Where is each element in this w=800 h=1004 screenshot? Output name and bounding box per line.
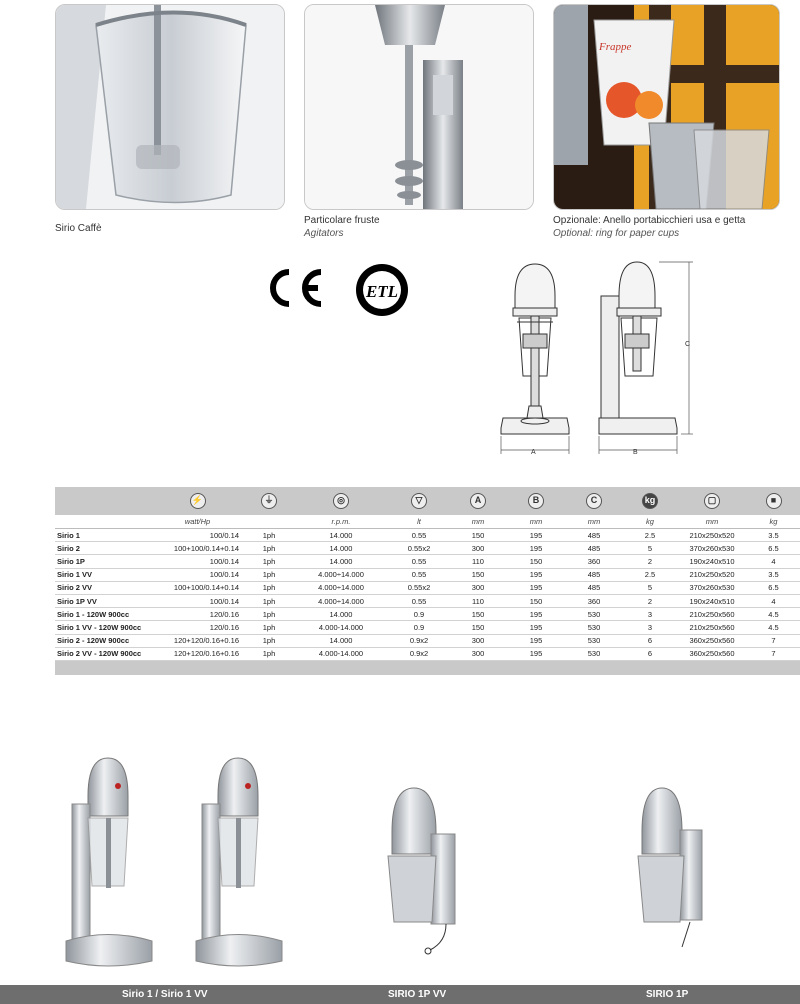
model-name-cell: Sirio 1P xyxy=(55,555,150,568)
table-cell: 14.000 xyxy=(293,634,389,647)
unit-a: mm xyxy=(449,515,507,529)
dimension-c-icon: C xyxy=(586,493,602,509)
table-cell: 300 xyxy=(449,634,507,647)
power-cell: 120+120/0.16+0.16 xyxy=(150,647,245,660)
box-icon: ▢ xyxy=(704,493,720,509)
table-cell: 7 xyxy=(747,647,800,660)
front-view-drawing xyxy=(495,256,575,461)
agitators-image xyxy=(305,5,533,209)
table-cell: 195 xyxy=(507,581,565,594)
table-cell: 0.55 xyxy=(389,568,449,581)
table-cell: 1ph xyxy=(245,634,293,647)
table-cell: 4.5 xyxy=(747,621,800,634)
model-name-cell: Sirio 2 xyxy=(55,542,150,555)
table-cell: 150 xyxy=(449,621,507,634)
table-cell: 195 xyxy=(507,647,565,660)
table-cell: 0.55 xyxy=(389,529,449,542)
table-cell: 1ph xyxy=(245,594,293,607)
label-sirio1p: SIRIO 1P xyxy=(646,989,689,1000)
table-cell: 150 xyxy=(507,555,565,568)
table-cell: 210x250x520 xyxy=(677,568,747,581)
table-cell: 195 xyxy=(507,568,565,581)
table-cell: 300 xyxy=(449,647,507,660)
model-name-cell: Sirio 2 - 120W 900cc xyxy=(55,634,150,647)
table-row xyxy=(55,542,800,555)
table-corner-cell xyxy=(55,487,150,515)
table-cell: 195 xyxy=(507,529,565,542)
speed-icon: ◎ xyxy=(333,493,349,509)
bottom-label-bar xyxy=(0,985,800,1004)
table-cell: 360 xyxy=(565,555,623,568)
svg-text:ETL: ETL xyxy=(365,282,399,301)
table-cell: 0.55x2 xyxy=(389,581,449,594)
power-cell: 100+100/0.14+0.14 xyxy=(150,581,245,594)
power-cell: 100/0.14 xyxy=(150,529,245,542)
caption-paper-cups-it: Opzionale: Anello portabicchieri usa e getta xyxy=(553,215,746,226)
table-cell: 14.000 xyxy=(293,608,389,621)
unit-b: mm xyxy=(507,515,565,529)
table-footer-bar xyxy=(55,660,800,675)
product-sirio1-image xyxy=(64,756,154,976)
phase-plug-icon: ⏚ xyxy=(261,493,277,509)
table-cell: 4 xyxy=(747,594,800,607)
table-cell: 1ph xyxy=(245,621,293,634)
table-units-row xyxy=(55,515,800,529)
unit-capacity: lt xyxy=(389,515,449,529)
power-icon: ⚡ xyxy=(190,493,206,509)
table-cell: 4.000÷14.000 xyxy=(293,581,389,594)
cup-brand-print: Frappe xyxy=(599,41,632,53)
label-sirio1: Sirio 1 / Sirio 1 VV xyxy=(122,989,208,1000)
unit-gross-weight: kg xyxy=(747,515,800,529)
table-cell: 485 xyxy=(565,542,623,555)
model-name-cell: Sirio 1 VV - 120W 900cc xyxy=(55,621,150,634)
table-cell: 150 xyxy=(449,529,507,542)
table-cell: 360x250x560 xyxy=(677,634,747,647)
table-cell: 370x260x530 xyxy=(677,542,747,555)
dimension-label-c: C xyxy=(685,341,691,348)
model-name-cell: Sirio 2 VV - 120W 900cc xyxy=(55,647,150,660)
table-cell: 190x240x510 xyxy=(677,594,747,607)
table-cell: 1ph xyxy=(245,555,293,568)
photo-agitators xyxy=(304,4,534,210)
table-cell: 1ph xyxy=(245,529,293,542)
caption-agitators-en: Agitators xyxy=(304,228,344,239)
gross-weight-icon: ■ xyxy=(766,493,782,509)
table-cell: 210x250x560 xyxy=(677,621,747,634)
photo-sirio-caffe xyxy=(55,4,285,210)
etl-sanitation-logo xyxy=(354,262,410,323)
caption-agitators xyxy=(304,214,380,240)
power-cell: 120/0.16 xyxy=(150,608,245,621)
table-cell: 6 xyxy=(623,634,677,647)
table-cell: 0.55 xyxy=(389,594,449,607)
weight-icon: kg xyxy=(642,493,658,509)
unit-speed: r.p.m. xyxy=(293,515,389,529)
table-cell: 485 xyxy=(565,568,623,581)
table-cell: 150 xyxy=(507,594,565,607)
table-cell: 530 xyxy=(565,647,623,660)
dimension-a-icon: A xyxy=(470,493,486,509)
unit-phase xyxy=(245,515,293,529)
table-row xyxy=(55,568,800,581)
table-cell: 150 xyxy=(449,608,507,621)
table-cell: 1ph xyxy=(245,608,293,621)
table-cell: 485 xyxy=(565,529,623,542)
product-sirio1p-image xyxy=(630,782,710,957)
table-cell: 110 xyxy=(449,594,507,607)
table-cell: 6 xyxy=(623,647,677,660)
table-cell: 370x260x530 xyxy=(677,581,747,594)
power-cell: 120+120/0.16+0.16 xyxy=(150,634,245,647)
table-cell: 0.9x2 xyxy=(389,634,449,647)
table-cell: 1ph xyxy=(245,568,293,581)
model-name-cell: Sirio 1 xyxy=(55,529,150,542)
table-body xyxy=(55,529,800,661)
table-row xyxy=(55,594,800,607)
table-cell: 3 xyxy=(623,621,677,634)
dimension-b-icon: B xyxy=(528,493,544,509)
table-cell: 210x250x560 xyxy=(677,608,747,621)
table-cell: 5 xyxy=(623,542,677,555)
dimension-label-a: A xyxy=(531,449,536,456)
table-row xyxy=(55,581,800,594)
table-cell: 195 xyxy=(507,634,565,647)
table-cell: 195 xyxy=(507,542,565,555)
table-cell: 1ph xyxy=(245,581,293,594)
table-cell: 5 xyxy=(623,581,677,594)
table-row xyxy=(55,634,800,647)
paper-cup-ring-image xyxy=(554,5,779,209)
table-cell: 300 xyxy=(449,542,507,555)
table-cell: 0.55 xyxy=(389,555,449,568)
table-cell: 3.5 xyxy=(747,568,800,581)
table-row xyxy=(55,621,800,634)
caption-paper-cups-en: Optional: ring for paper cups xyxy=(553,228,680,239)
table-cell: 7 xyxy=(747,634,800,647)
side-view-drawing xyxy=(593,256,703,461)
table-cell: 0.9 xyxy=(389,608,449,621)
table-cell: 1ph xyxy=(245,542,293,555)
table-cell: 0.9x2 xyxy=(389,647,449,660)
table-cell: 6.5 xyxy=(747,581,800,594)
table-row xyxy=(55,608,800,621)
table-cell: 4.5 xyxy=(747,608,800,621)
caption-agitators-it: Particolare fruste xyxy=(304,215,380,226)
model-name-cell: Sirio 1 VV xyxy=(55,568,150,581)
caption-paper-cups xyxy=(553,214,745,240)
table-cell: 530 xyxy=(565,634,623,647)
table-cell: 2.5 xyxy=(623,568,677,581)
table-cell: 14.000 xyxy=(293,555,389,568)
table-cell: 195 xyxy=(507,608,565,621)
table-row xyxy=(55,555,800,568)
table-cell: 360 xyxy=(565,594,623,607)
photo-paper-cup-ring xyxy=(553,4,780,210)
table-cell: 190x240x510 xyxy=(677,555,747,568)
unit-weight: kg xyxy=(623,515,677,529)
table-row xyxy=(55,647,800,660)
table-cell: 4.000-14.000 xyxy=(293,647,389,660)
table-cell: 530 xyxy=(565,621,623,634)
table-cell: 2 xyxy=(623,555,677,568)
table-cell: 4.000-14.000 xyxy=(293,621,389,634)
power-cell: 100/0.14 xyxy=(150,594,245,607)
power-cell: 120/0.16 xyxy=(150,621,245,634)
table-cell: 530 xyxy=(565,608,623,621)
table-cell: 2.5 xyxy=(623,529,677,542)
unit-box: mm xyxy=(677,515,747,529)
unit-c: mm xyxy=(565,515,623,529)
ce-mark-logo xyxy=(262,266,326,315)
table-cell: 14.000 xyxy=(293,542,389,555)
capacity-cup-icon: ▽ xyxy=(411,493,427,509)
table-cell: 210x250x520 xyxy=(677,529,747,542)
table-cell: 2 xyxy=(623,594,677,607)
product-sirio1pvv-image xyxy=(376,782,466,967)
table-cell: 6.5 xyxy=(747,542,800,555)
table-cell: 0.9 xyxy=(389,621,449,634)
table-cell: 14.000 xyxy=(293,529,389,542)
power-cell: 100+100/0.14+0.14 xyxy=(150,542,245,555)
table-cell: 360x250x560 xyxy=(677,647,747,660)
table-icon-header-row xyxy=(55,487,800,515)
table-cell: 110 xyxy=(449,555,507,568)
dimension-label-b: B xyxy=(633,449,638,456)
table-row xyxy=(55,529,800,542)
table-cell: 3 xyxy=(623,608,677,621)
model-name-cell: Sirio 2 VV xyxy=(55,581,150,594)
table-cell: 195 xyxy=(507,621,565,634)
label-sirio1pvv: SIRIO 1P VV xyxy=(388,989,447,1000)
table-cell: 4 xyxy=(747,555,800,568)
model-name-cell: Sirio 1 - 120W 900cc xyxy=(55,608,150,621)
table-cell: 3.5 xyxy=(747,529,800,542)
table-cell: 4.000÷14.000 xyxy=(293,594,389,607)
table-cell: 300 xyxy=(449,581,507,594)
sirio-caffe-image xyxy=(56,5,284,209)
power-cell: 100/0.14 xyxy=(150,568,245,581)
table-cell: 4.000÷14.000 xyxy=(293,568,389,581)
product-sirio1vv-image xyxy=(194,756,284,976)
specifications-table xyxy=(55,487,800,675)
table-cell: 485 xyxy=(565,581,623,594)
table-cell: 150 xyxy=(449,568,507,581)
unit-power: watt/Hp xyxy=(150,515,245,529)
model-name-cell: Sirio 1P VV xyxy=(55,594,150,607)
table-cell: 1ph xyxy=(245,647,293,660)
caption-sirio-caffe: Sirio Caffè xyxy=(55,223,102,234)
table-cell: 0.55x2 xyxy=(389,542,449,555)
power-cell: 100/0.14 xyxy=(150,555,245,568)
